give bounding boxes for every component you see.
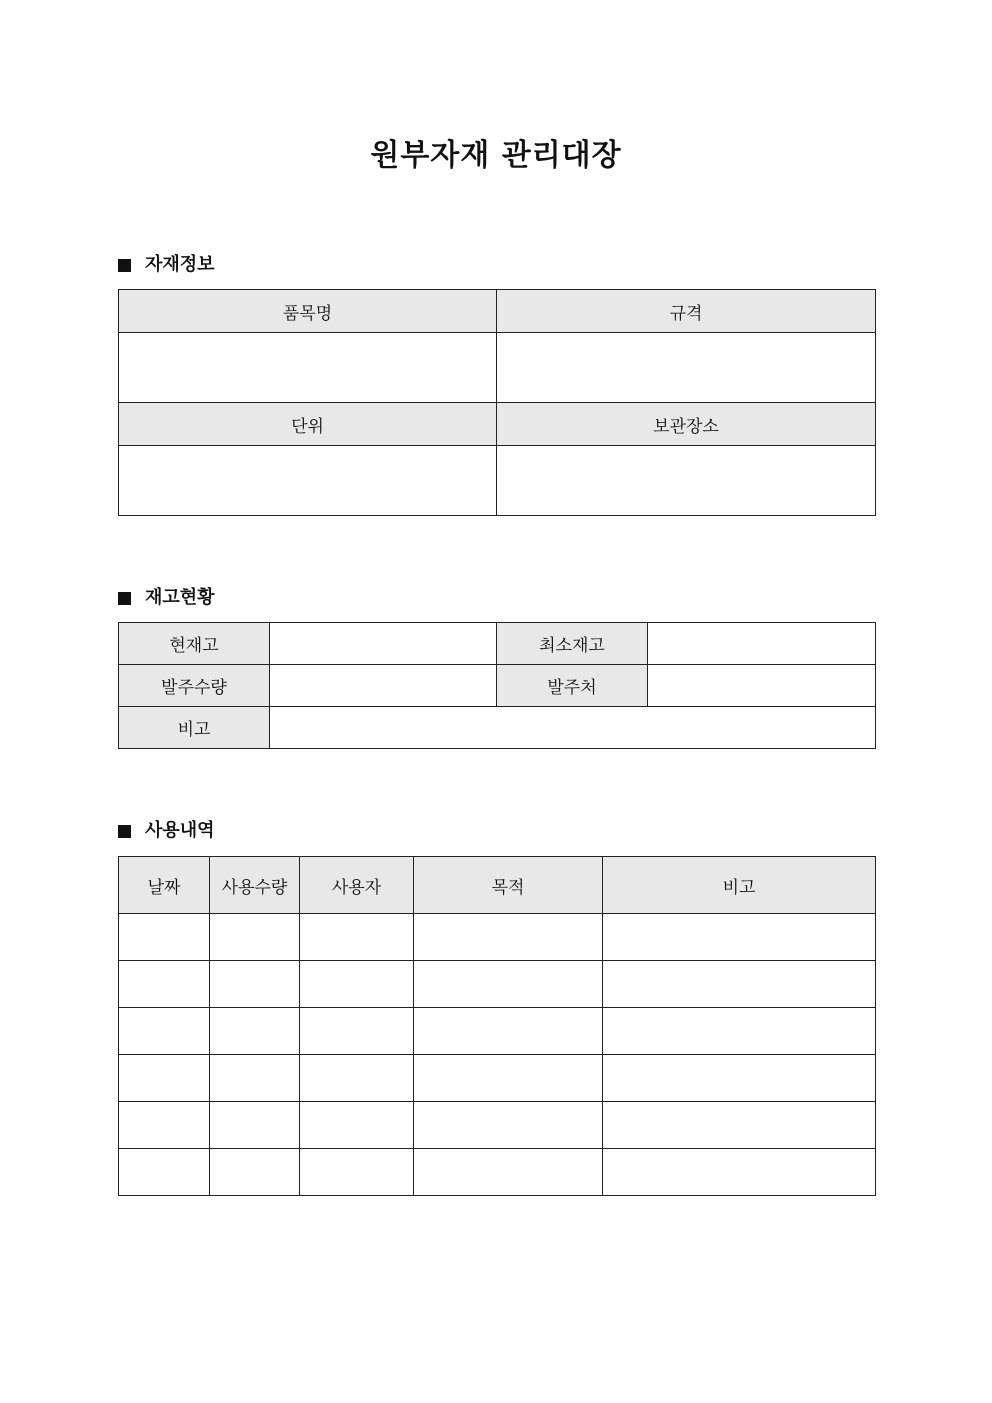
usage-qty-cell[interactable] (210, 1008, 300, 1055)
table-row (119, 1055, 876, 1102)
date-cell[interactable] (119, 914, 210, 961)
document-title: 원부자재 관리대장 (370, 138, 622, 173)
square-bullet-icon (118, 259, 131, 272)
label-supplier: 발주처 (497, 665, 648, 707)
table-row (119, 1102, 876, 1149)
column-header-user: 사용자 (300, 857, 414, 914)
label-spec: 규격 (497, 290, 876, 333)
purpose-cell[interactable] (414, 1102, 603, 1149)
item-name-field[interactable] (119, 333, 497, 403)
usage-qty-cell[interactable] (210, 914, 300, 961)
section-heading-label: 사용내역 (145, 820, 215, 841)
user-cell[interactable] (300, 1008, 414, 1055)
usage-qty-cell[interactable] (210, 1149, 300, 1196)
purpose-cell[interactable] (414, 1055, 603, 1102)
storage-field[interactable] (497, 446, 876, 516)
user-cell[interactable] (300, 1149, 414, 1196)
spec-field[interactable] (497, 333, 876, 403)
table-row (119, 1149, 876, 1196)
table-header-row (119, 857, 876, 914)
user-cell[interactable] (300, 1055, 414, 1102)
remarks-cell[interactable] (603, 914, 876, 961)
table-row (119, 914, 876, 961)
user-cell[interactable] (300, 1102, 414, 1149)
label-item-name: 품목명 (119, 290, 497, 333)
usage-qty-cell[interactable] (210, 1102, 300, 1149)
label-current-stock: 현재고 (119, 623, 270, 665)
section-heading-material-info (118, 253, 215, 277)
label-storage: 보관장소 (497, 403, 876, 446)
min-stock-field[interactable] (648, 623, 876, 665)
purpose-cell[interactable] (414, 1008, 603, 1055)
date-cell[interactable] (119, 961, 210, 1008)
purpose-cell[interactable] (414, 914, 603, 961)
user-cell[interactable] (300, 914, 414, 961)
remarks-cell[interactable] (603, 961, 876, 1008)
purpose-cell[interactable] (414, 1149, 603, 1196)
column-header-date: 날짜 (119, 857, 210, 914)
remarks-field[interactable] (270, 707, 876, 749)
column-header-usage-qty: 사용수량 (210, 857, 300, 914)
column-header-purpose: 목적 (414, 857, 603, 914)
date-cell[interactable] (119, 1102, 210, 1149)
section-heading-label: 재고현황 (145, 587, 215, 608)
remarks-cell[interactable] (603, 1149, 876, 1196)
label-remarks: 비고 (119, 707, 270, 749)
square-bullet-icon (118, 592, 131, 605)
table-row (119, 707, 876, 749)
purpose-cell[interactable] (414, 961, 603, 1008)
usage-qty-cell[interactable] (210, 961, 300, 1008)
table-row (119, 1008, 876, 1055)
user-cell[interactable] (300, 961, 414, 1008)
table-row (119, 623, 876, 665)
table-header-row (119, 290, 876, 333)
remarks-cell[interactable] (603, 1008, 876, 1055)
square-bullet-icon (118, 825, 131, 838)
unit-field[interactable] (119, 446, 497, 516)
section-heading-label: 자재정보 (145, 254, 215, 275)
remarks-cell[interactable] (603, 1102, 876, 1149)
table-row (119, 665, 876, 707)
stock-status-table (118, 622, 876, 749)
table-header-row (119, 403, 876, 446)
label-order-qty: 발주수량 (119, 665, 270, 707)
remarks-cell[interactable] (603, 1055, 876, 1102)
column-header-remarks: 비고 (603, 857, 876, 914)
usage-qty-cell[interactable] (210, 1055, 300, 1102)
date-cell[interactable] (119, 1055, 210, 1102)
section-heading-usage-history (118, 819, 215, 843)
label-unit: 단위 (119, 403, 497, 446)
material-info-table (118, 289, 876, 516)
usage-history-table (118, 856, 876, 1196)
label-min-stock: 최소재고 (497, 623, 648, 665)
table-value-row (119, 446, 876, 516)
table-row (119, 961, 876, 1008)
supplier-field[interactable] (648, 665, 876, 707)
date-cell[interactable] (119, 1008, 210, 1055)
current-stock-field[interactable] (270, 623, 497, 665)
date-cell[interactable] (119, 1149, 210, 1196)
order-qty-field[interactable] (270, 665, 497, 707)
table-value-row (119, 333, 876, 403)
section-heading-stock-status (118, 586, 215, 610)
